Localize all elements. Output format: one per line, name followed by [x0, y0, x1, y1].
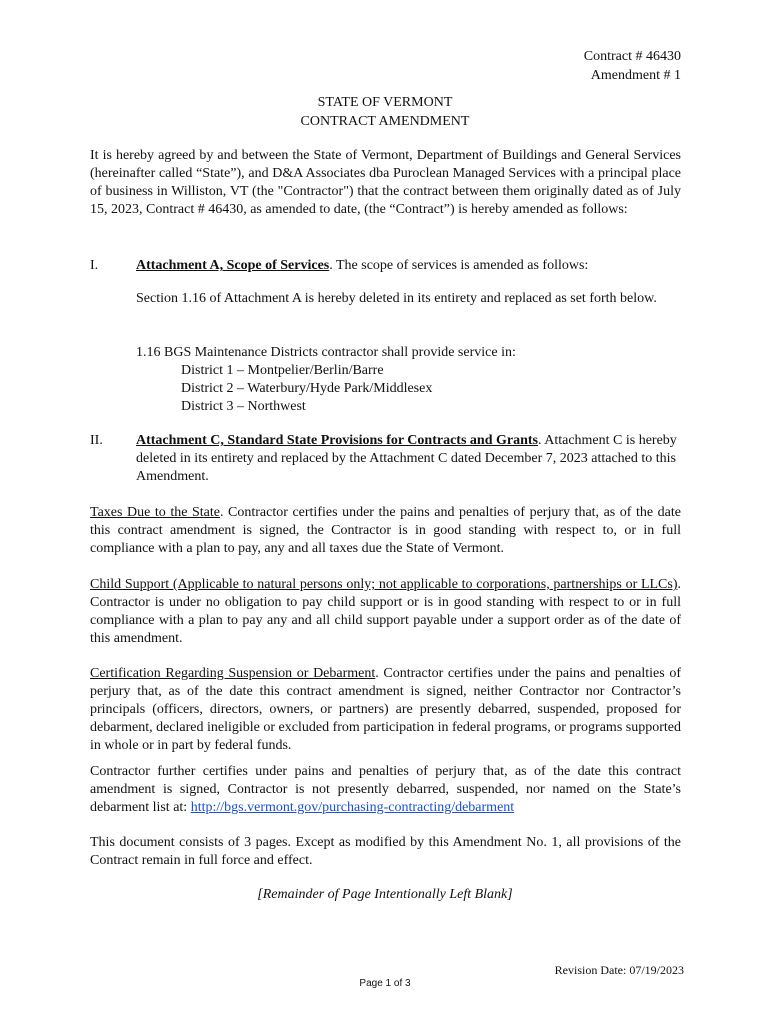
debarment-heading: Certification Regarding Suspension or Debarment	[90, 666, 376, 681]
contract-number: Contract # 46430	[583, 49, 681, 64]
section-2-paragraph	[136, 432, 681, 486]
intro-paragraph: It is hereby agreed by and between the State of Vermont, Department of Buildings and General Services (hereinafter called “State”), and D&A Associates dba Puroclean Managed Services with a principal place of business in Williston, VT (the "Contractor") that the contract between them originally dated as of July 15, 2023, Contract # 46430, as amended to date, (the “Contract”) is hereby amended as follows:	[90, 148, 681, 217]
section-2-heading: Attachment C, Standard State Provisions for Contracts and Grants	[136, 433, 538, 448]
taxes-text: . Contractor certifies under the pains and penalties of perjury that, as of the date this contract amendment is signed, the Contractor is in good standing with respect to, or in full compliance with a plan to pay, any and all taxes due the State of Vermont.	[90, 505, 681, 556]
debarment-further-paragraph	[90, 763, 681, 817]
taxes-paragraph	[90, 504, 681, 558]
page-number: Page 1 of 3	[359, 978, 411, 989]
section-1-heading: Attachment A, Scope of Services	[136, 258, 330, 273]
district-2: District 2 – Waterbury/Hyde Park/Middlesex	[181, 381, 433, 396]
title-state: STATE OF VERMONT	[317, 95, 453, 110]
section-2-text: . Attachment C is hereby deleted in its entirety and replaced by the Attachment C dated December 7, 2023 attached to this Amendment.	[136, 433, 677, 484]
section-1-text: . The scope of services is amended as follows:	[329, 258, 589, 273]
debarment-paragraph	[90, 665, 681, 755]
district-1: District 1 – Montpelier/Berlin/Barre	[181, 363, 384, 378]
debarment-text: . Contractor certifies under the pains and penalties of perjury that, as of the date this contract amendment is signed, neither Contractor nor Contractor’s principals (officers, directors, owners, or partners) are presently debarred, suspended, proposed for debarment, declared ineligible or excluded from participation in federal programs, or programs supported in whole or in part by federal funds.	[90, 666, 681, 753]
section-1-numeral: I.	[90, 258, 99, 273]
child-support-text: . Contractor is under no obligation to pay child support or is in good standing with respect to or in full compliance with a plan to pay any and all child support payable under a support order as of the date of this amendment.	[90, 577, 681, 646]
district-3: District 3 – Northwest	[181, 399, 306, 414]
section-1-paragraph: Section 1.16 of Attachment A is hereby deleted in its entirety and replaced as set forth below.	[136, 291, 657, 306]
debarment-further-text: Contractor further certifies under pains and penalties of perjury that, as of the date this contract amendment is signed, Contractor is not presently debarred, suspended, nor named on the State’s debarment list at:	[90, 764, 681, 815]
title-amendment: CONTRACT AMENDMENT	[300, 114, 470, 129]
closing-paragraph: This document consists of 3 pages. Except as modified by this Amendment No. 1, all provisions of the Contract remain in full force and effect.	[90, 835, 681, 868]
child-support-heading: Child Support (Applicable to natural persons only; not applicable to corporations, partnerships or LLCs)	[90, 577, 678, 592]
revision-date: Revision Date: 07/19/2023	[554, 963, 684, 977]
taxes-heading: Taxes Due to the State	[90, 505, 220, 520]
amendment-number: Amendment # 1	[590, 68, 681, 83]
section-2-numeral: II.	[90, 433, 103, 448]
remainder-blank-note: [Remainder of Page Intentionally Left Blank]	[257, 887, 513, 902]
districts-intro: 1.16 BGS Maintenance Districts contractor shall provide service in:	[136, 345, 516, 360]
child-support-paragraph	[90, 576, 681, 648]
debarment-list-link[interactable]: http://bgs.vermont.gov/purchasing-contracting/debarment	[190, 800, 515, 815]
section-1-line	[136, 257, 681, 275]
